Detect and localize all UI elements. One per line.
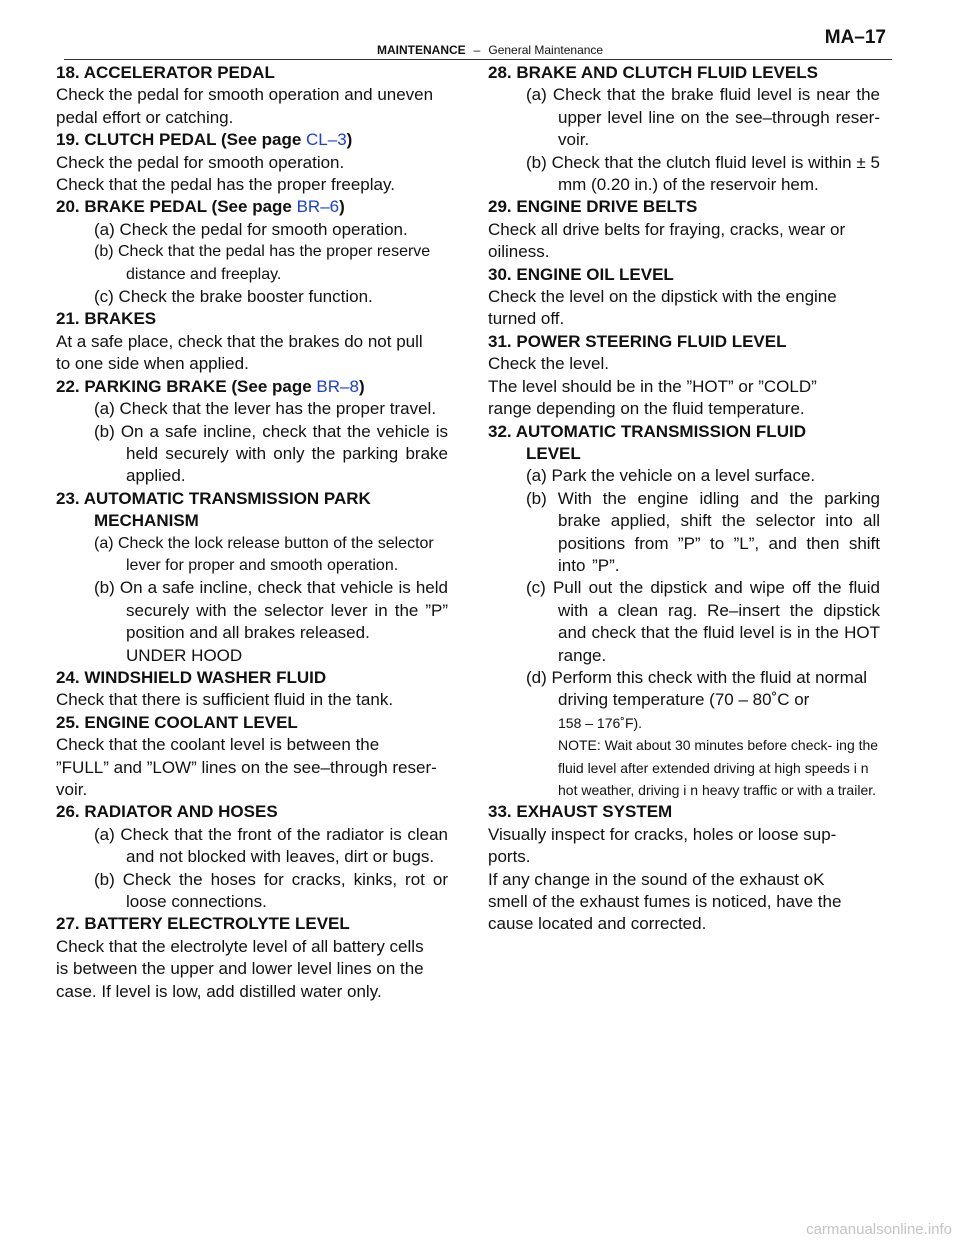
section-32-item-a: (a) Park the vehicle on a level surface.: [526, 466, 816, 486]
section-20-title: [56, 196, 448, 218]
section-32-title-line-1: 32. AUTOMATIC TRANSMISSION FLUID: [488, 421, 806, 441]
section-18-text-2: pedal effort or catching.: [56, 107, 234, 127]
section-22-item-b: (b) On a safe incline, check that the vehicle is held securely with only the parking brake applied.: [94, 421, 448, 486]
section-25-text-2: ”FULL” and ”LOW” lines on the see–through reser-: [56, 757, 437, 777]
section-33-text-4: smell of the exhaust fumes is noticed, have the: [488, 892, 842, 912]
section-32-item-c: (c) Pull out the dipstick and wipe off the fluid with a clean rag. Re–insert the dipstick and check that the fluid level is in the HOT range.: [526, 578, 880, 665]
section-20-title-text: 20. BRAKE PEDAL (See page: [56, 197, 297, 217]
section-32-note: NOTE: Wait about 30 minutes before check- ing the fluid level after extended driving at high speeds i n hot weather, driving i n heavy traffic or with a trailer.: [558, 737, 879, 798]
section-18-title: 18. ACCELERATOR PEDAL: [56, 63, 275, 82]
section-32-title: [488, 421, 880, 466]
page-header: [64, 27, 892, 61]
section-30-title: 30. ENGINE OIL LEVEL: [488, 264, 674, 284]
section-20-title-close: ): [339, 197, 345, 217]
header-section: [377, 43, 603, 57]
section-29-text-2: oiliness.: [488, 242, 550, 262]
section-22-title-text: 22. PARKING BRAKE (See page: [56, 376, 317, 396]
section-33-text-2: ports.: [488, 847, 531, 867]
section-33-title: 33. EXHAUST SYSTEM: [488, 802, 673, 822]
section-21-text-2: to one side when applied.: [56, 354, 249, 374]
link-br-8[interactable]: BR–8: [316, 376, 359, 396]
header-separator: –: [473, 43, 481, 57]
header-rule: [64, 59, 892, 60]
section-20-item-c: (c) Check the brake booster function.: [94, 287, 373, 307]
section-25-text-3: voir.: [56, 780, 88, 799]
section-21-title: 21. BRAKES: [56, 309, 157, 329]
section-19-text-2: Check that the pedal has the proper freeplay.: [56, 175, 395, 195]
section-31-text-3: range depending on the fluid temperature.: [488, 399, 805, 419]
section-24-title: 24. WINDSHIELD WASHER FLUID: [56, 667, 327, 687]
section-27-title: 27. BATTERY ELECTROLYTE LEVEL: [56, 914, 350, 934]
section-19-title: [56, 129, 448, 151]
section-32-item-d-line-1: (d) Perform this check with the fluid at normal: [526, 667, 868, 687]
section-28-item-a: (a) Check that the brake fluid level is near the upper level line on the see–through reser- voir.: [526, 85, 880, 150]
section-23-item-a: (a) Check the lock release button of the selector lever for proper and smooth operation.: [94, 534, 434, 574]
header-subsection: General Maintenance: [488, 43, 604, 57]
section-22-title: [56, 376, 448, 398]
section-22-item-a: (a) Check that the lever has the proper travel.: [94, 399, 437, 419]
section-29-text-1: Check all drive belts for fraying, cracks, wear or: [488, 219, 846, 239]
watermark-text: carmanualsonline.info: [806, 1221, 952, 1238]
section-26-title: 26. RADIATOR AND HOSES: [56, 802, 278, 822]
section-31-text-1: Check the level.: [488, 354, 609, 374]
section-32-item-b: (b) With the engine idling and the parking brake applied, shift the selector into all positions from ”P” to ”L”, and then shift into ”P”.: [526, 488, 880, 575]
section-32-item-d-line-3: 158 – 176˚F).: [558, 714, 643, 731]
link-cl-3[interactable]: CL–3: [306, 130, 347, 150]
section-25-title: 25. ENGINE COOLANT LEVEL: [56, 712, 298, 732]
section-27-text-1: Check that the electrolyte level of all battery cells: [56, 936, 424, 956]
section-28-item-b: (b) Check that the clutch fluid level is within ± 5 mm (0.20 in.) of the reservoir hem.: [526, 152, 880, 195]
section-19-title-close: ): [346, 130, 353, 150]
section-33-text-3: If any change in the sound of the exhaust oK: [488, 869, 825, 889]
section-33-text-5: cause located and corrected.: [488, 914, 707, 934]
section-31-title: 31. POWER STEERING FLUID LEVEL: [488, 331, 787, 351]
link-br-6[interactable]: BR–6: [296, 197, 340, 217]
section-25-text-1: Check that the coolant level is between the: [56, 735, 380, 755]
section-26-item-a: (a) Check that the front of the radiator is clean and not blocked with leaves, dirt or bugs.: [94, 824, 448, 867]
right-column: [488, 62, 880, 936]
section-19-title-text: 19. CLUTCH PEDAL (See page: [56, 130, 307, 150]
section-23-title: [56, 488, 448, 533]
section-23-item-b: (b) On a safe incline, check that vehicle is held securely with the selector lever in the ”P” position and all brakes released.: [94, 578, 448, 643]
section-30-text-1: Check the level on the dipstick with the engine: [488, 287, 837, 307]
section-32-item-d-line-2: driving temperature (70 – 80˚C or: [558, 690, 810, 710]
section-31-text-2: The level should be in the ”HOT” or ”COLD”: [488, 376, 817, 396]
section-33-text-1: Visually inspect for cracks, holes or loose sup-: [488, 824, 837, 844]
section-24-text-1: Check that there is sufficient fluid in the tank.: [56, 690, 394, 710]
section-22-title-close: ): [358, 376, 365, 396]
section-20-item-a: (a) Check the pedal for smooth operation.: [94, 219, 408, 239]
section-19-text-1: Check the pedal for smooth operation.: [56, 152, 345, 172]
section-26-item-b: (b) Check the hoses for cracks, kinks, rot or loose connections.: [94, 869, 448, 912]
left-column: [56, 62, 448, 1003]
section-18-text-1: Check the pedal for smooth operation and uneven: [56, 85, 434, 105]
section-32-title-line-2: LEVEL: [526, 443, 581, 463]
section-27-text-3: case. If level is low, add distilled water only.: [56, 981, 382, 1001]
section-29-title: 29. ENGINE DRIVE BELTS: [488, 197, 698, 217]
section-23-title-line-1: 23. AUTOMATIC TRANSMISSION PARK: [56, 488, 371, 508]
section-23-title-line-2: MECHANISM: [94, 511, 199, 531]
section-21-text-1: At a safe place, check that the brakes do not pull: [56, 331, 423, 351]
page-number: MA–17: [824, 27, 886, 48]
section-30-text-2: turned off.: [488, 309, 565, 329]
section-27-text-2: is between the upper and lower level lines on the: [56, 959, 424, 979]
under-hood-label: UNDER HOOD: [126, 645, 243, 665]
section-28-title: 28. BRAKE AND CLUTCH FLUID LEVELS: [488, 63, 818, 82]
section-20-item-b: (b) Check that the pedal has the proper reserve distance and freeplay.: [94, 243, 431, 283]
header-section-name: MAINTENANCE: [377, 43, 466, 57]
